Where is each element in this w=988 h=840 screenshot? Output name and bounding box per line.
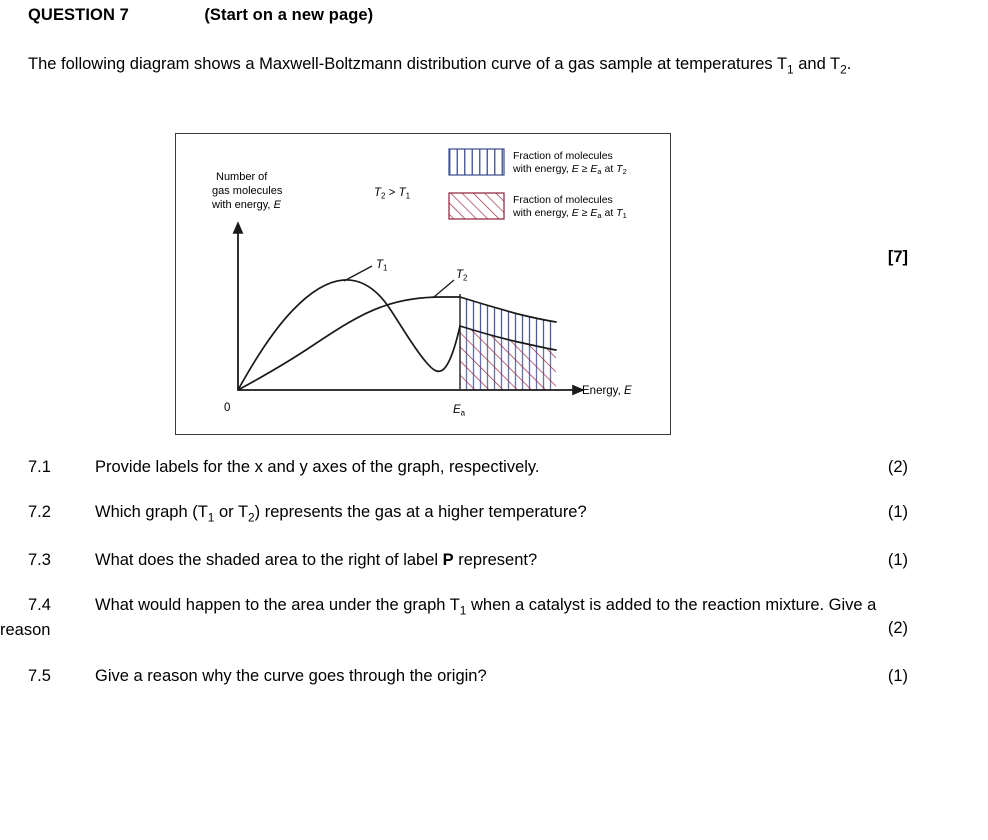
ea-symbol: E [453, 404, 461, 416]
legend-t2-ea: E [590, 163, 598, 175]
origin-label: 0 [224, 402, 231, 414]
ea-subscript: a [460, 408, 466, 418]
q73-bold-label: P [442, 550, 454, 569]
question-item-7-1 [0, 456, 988, 479]
leader-t2 [434, 280, 454, 297]
q74-b: when a catalyst is added to the reaction mixture. Give a reason [0, 596, 877, 640]
legend-t2-geq: ≥ [578, 163, 591, 175]
legend-t2-prefix: with energy, [513, 163, 572, 175]
leader-t1 [344, 266, 372, 281]
comp-t2: T [374, 187, 382, 199]
question-item-7-2 [0, 501, 988, 526]
question-number: 7.3 [28, 550, 51, 569]
legend-item-t1 [449, 193, 627, 220]
comp-t1-sub: 1 [405, 191, 411, 201]
legend-t1-prefix: with energy, [513, 207, 572, 219]
y-axis-label [211, 171, 283, 211]
svg-text:Energy, E [582, 385, 632, 397]
question-marks: (1) [887, 550, 908, 569]
q72-a: Which graph (T [95, 503, 208, 522]
legend-t1-ea: E [590, 207, 598, 219]
question-instruction: (Start on a new page) [204, 6, 374, 24]
legend-t1-t-sub: 1 [622, 211, 627, 221]
x-axis-label [582, 385, 632, 397]
q72-b: or T [214, 503, 249, 522]
question-text: Give a reason why the curve goes through the origin? [95, 666, 487, 685]
question-list [0, 456, 988, 710]
q72-c: ) represents the gas at a higher temperature? [254, 503, 587, 522]
question-marks: (2) [887, 458, 908, 476]
legend-t1-line1: Fraction of molecules [513, 194, 613, 206]
question-label: QUESTION 7 [28, 6, 129, 24]
q73-b: represent? [453, 550, 538, 569]
intro-text-2: and T [793, 55, 841, 73]
question-number: 7.5 [28, 666, 51, 685]
question-item-7-3 [0, 549, 988, 572]
legend-t1-at: at [601, 207, 617, 219]
legend-t2-at: at [601, 163, 617, 175]
curve-t1-symbol: T [376, 259, 384, 271]
question-number: 7.2 [28, 503, 51, 522]
question-number: 7.1 [28, 458, 51, 476]
y-axis-label-line2: gas molecules [212, 185, 283, 197]
legend-swatch-vertical-lines-icon [449, 149, 504, 175]
legend-t2-line2 [512, 163, 627, 176]
svg-text:with energy, E [211, 199, 282, 211]
distribution-chart-svg [176, 134, 669, 433]
intro-paragraph [28, 53, 908, 78]
question-item-7-4 [0, 594, 988, 643]
curve-t2-sub: 2 [463, 273, 468, 283]
temperature-comparison-label [374, 187, 411, 201]
intro-subscript-2: 2 [840, 62, 847, 77]
question-item-7-5 [0, 665, 988, 688]
comp-t1: T [398, 187, 406, 199]
question-text: Provide labels for the x and y axes of the graph, respectively. [95, 458, 540, 476]
question-text [95, 503, 587, 525]
y-axis-label-line3-italic: E [273, 199, 281, 211]
question-marks: (1) [887, 666, 908, 685]
curve-t2-symbol: T [456, 269, 464, 281]
chart-legend [449, 149, 627, 220]
question-text [95, 551, 537, 569]
total-marks: [7] [887, 248, 908, 266]
legend-t2-t: T [616, 163, 623, 175]
legend-t2-ea-sub: a [597, 167, 602, 177]
y-axis-label-line1: Number of [216, 171, 268, 183]
legend-item-t2 [449, 149, 627, 176]
comp-t2-sub: 2 [381, 191, 386, 201]
x-axis-label-prefix: Energy, [582, 385, 624, 397]
q74-sub-a: 1 [459, 603, 467, 618]
y-axis-label-line3-prefix: with energy, [212, 199, 274, 211]
q73-a: What does the shaded area to the right of label [95, 550, 443, 569]
question-text [0, 596, 876, 639]
legend-t2-t-sub: 2 [622, 167, 627, 177]
curve-label-t2 [456, 269, 468, 283]
intro-text-3: . [846, 55, 852, 73]
intro-subscript-1: 1 [787, 62, 794, 77]
svg-text:T1 [376, 259, 388, 273]
curve-label-t1 [376, 259, 388, 273]
svg-text:Ea [453, 404, 466, 418]
svg-text:T2 [456, 269, 468, 283]
legend-t1-geq: ≥ [578, 207, 591, 219]
legend-t1-e: E [571, 207, 579, 219]
q72-sub-a: 1 [207, 510, 215, 525]
activation-energy-label [453, 404, 466, 418]
maxwell-boltzmann-diagram [175, 133, 671, 435]
q74-a: What would happen to the area under the graph T [95, 596, 460, 614]
legend-t1-ea-sub: a [597, 211, 602, 221]
question-marks: (1) [887, 503, 908, 522]
page-title [28, 6, 373, 25]
legend-t2-e: E [571, 163, 579, 175]
legend-t1-t: T [616, 207, 623, 219]
legend-t1-line2 [512, 207, 627, 220]
legend-t2-line1: Fraction of molecules [513, 150, 613, 162]
question-number: 7.4 [28, 596, 51, 614]
q72-sub-b: 2 [248, 510, 255, 525]
svg-text:T2 > T1 [374, 187, 411, 201]
legend-swatch-diagonal-hatch-icon [449, 193, 504, 219]
x-axis-label-italic: E [623, 385, 632, 397]
question-marks: (2) [887, 619, 908, 637]
comp-operator: > [385, 187, 399, 199]
curve-t1-sub: 1 [383, 263, 388, 273]
intro-text-1: The following diagram shows a Maxwell-Boltzmann distribution curve of a gas sample at temperatures T [28, 55, 788, 73]
